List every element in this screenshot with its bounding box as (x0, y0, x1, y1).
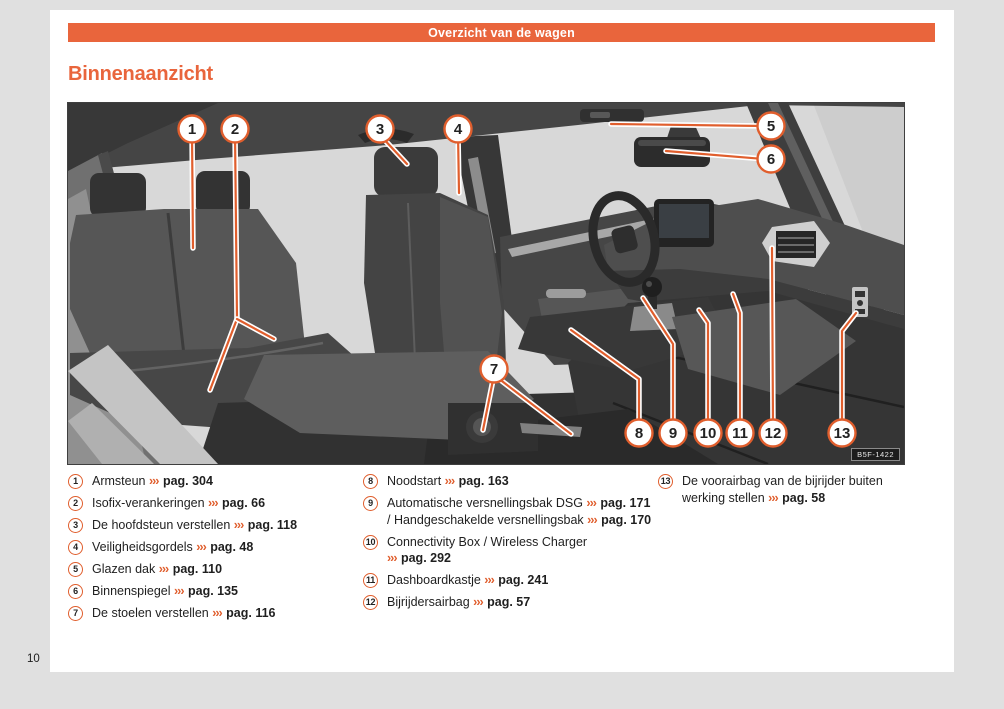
legend-item (68, 605, 363, 622)
legend-item-number: 3 (68, 518, 83, 533)
legend-item-text (92, 583, 363, 600)
callout-leader-line (733, 294, 740, 425)
legend-item-text (92, 517, 363, 534)
callout-leader-casing (643, 298, 673, 425)
ref-arrow-icon: ››› (212, 606, 222, 620)
page-reference-group (586, 496, 650, 510)
legend-item-text (92, 539, 363, 556)
legend-item-number: 6 (68, 584, 83, 599)
callout-number: 13 (833, 425, 851, 442)
document-page (50, 10, 954, 672)
callout-leader-line (571, 330, 639, 425)
page-reference-group (174, 584, 238, 598)
legend-item (363, 594, 658, 611)
page-reference: pag. 163 (455, 474, 509, 488)
callout-number: 3 (375, 121, 385, 138)
legend-label: Glazen dak (92, 562, 159, 576)
legend-item-number: 10 (363, 535, 378, 550)
legend-label: De stoelen verstellen (92, 606, 213, 620)
callout-number: 12 (764, 425, 782, 442)
ref-arrow-icon: ››› (148, 474, 159, 488)
page-reference: pag. 292 (397, 551, 451, 565)
page-number: 10 (27, 653, 40, 665)
page-reference-group (768, 491, 825, 505)
legend-item (658, 473, 935, 506)
legend-item-number: 13 (658, 474, 673, 489)
callout-leader-line (494, 375, 571, 434)
callout-leader-line (237, 319, 274, 339)
ref-arrow-icon: ››› (473, 595, 483, 609)
callout-number: 5 (766, 118, 776, 135)
legend-label: Noodstart (387, 474, 445, 488)
page-reference-group (587, 513, 651, 527)
page-reference-group (473, 595, 530, 609)
figure-code: B5F-1422 (851, 448, 900, 461)
callout-leader-casing (699, 310, 708, 425)
legend-item (68, 539, 363, 556)
callout-leader-line (772, 248, 773, 425)
callout-number: 10 (699, 425, 717, 442)
page-reference-group (208, 496, 265, 510)
page-reference: pag. 110 (169, 562, 223, 576)
page-reference-group (387, 551, 451, 565)
page-reference: pag. 116 (222, 606, 276, 620)
legend-label: Veiligheidsgordels (92, 540, 197, 554)
callout-leader-line (192, 133, 193, 248)
page-reference-group (149, 474, 213, 488)
callout-number: 6 (766, 151, 776, 168)
callout-number: 4 (453, 121, 463, 138)
callout-number: 7 (489, 361, 499, 378)
page-reference: pag. 58 (778, 490, 826, 505)
legend-label: Bijrijdersairbag (387, 595, 474, 609)
legend (68, 473, 935, 627)
legend-item-number: 4 (68, 540, 83, 555)
ref-arrow-icon: ››› (208, 496, 218, 510)
ref-arrow-icon: ››› (233, 518, 244, 532)
legend-label: / Handgeschakelde versnellingsbak (387, 512, 588, 527)
legend-item-text (92, 561, 363, 578)
legend-label: Dashboardkastje (387, 573, 485, 587)
legend-item (68, 495, 363, 512)
legend-item-text (387, 473, 658, 490)
ref-arrow-icon: ››› (174, 584, 184, 598)
legend-item (363, 495, 658, 528)
legend-column-3 (658, 473, 935, 627)
legend-item-text (387, 534, 658, 567)
ref-arrow-icon: ››› (587, 512, 597, 527)
legend-column-1 (68, 473, 363, 627)
callout-number: 1 (187, 121, 197, 138)
legend-label: De hoofdsteun verstellen (92, 518, 234, 532)
callout-leader-line (666, 151, 764, 159)
page-reference: pag. 171 (596, 496, 651, 510)
page-reference: pag. 170 (597, 512, 652, 527)
callout-number: 9 (668, 425, 678, 442)
legend-item-number: 11 (363, 573, 378, 588)
ref-arrow-icon: ››› (586, 496, 596, 510)
legend-label: Connectivity Box / Wireless Charger (387, 534, 588, 549)
legend-label: Isofix-verankeringen (92, 496, 209, 510)
page-reference: pag. 48 (206, 540, 254, 554)
legend-label: Binnenspiegel (92, 584, 175, 598)
legend-item-number: 2 (68, 496, 83, 511)
callout-number: 2 (230, 121, 240, 138)
legend-item-text (387, 594, 658, 611)
page-reference-group (159, 562, 222, 576)
legend-item-number: 12 (363, 595, 378, 610)
legend-label: De voorairbag van de bijrijder buiten werking stellen (682, 474, 883, 505)
ref-arrow-icon: ››› (158, 562, 169, 576)
ref-arrow-icon: ››› (387, 551, 397, 565)
legend-item (68, 517, 363, 534)
interior-figure (67, 102, 905, 465)
legend-item (363, 534, 658, 567)
legend-item (363, 473, 658, 490)
legend-item-number: 8 (363, 474, 378, 489)
legend-item-number: 7 (68, 606, 83, 621)
legend-item-text (92, 473, 363, 490)
callout-number: 8 (634, 425, 644, 442)
legend-item-text (92, 605, 363, 622)
page-reference: pag. 66 (218, 496, 266, 510)
page-reference: pag. 135 (184, 584, 239, 598)
page-reference: pag. 241 (494, 573, 549, 587)
callout-number: 11 (732, 425, 748, 442)
page-reference-group (445, 474, 509, 488)
page-reference: pag. 118 (244, 518, 298, 532)
callout-layer (68, 103, 904, 464)
section-banner: Overzicht van de wagen (68, 23, 935, 42)
legend-item (68, 583, 363, 600)
legend-item-number: 1 (68, 474, 83, 489)
ref-arrow-icon: ››› (444, 474, 455, 488)
legend-column-2 (363, 473, 658, 627)
legend-item-number: 5 (68, 562, 83, 577)
ref-arrow-icon: ››› (484, 573, 494, 587)
ref-arrow-icon: ››› (196, 540, 206, 554)
legend-label: Automatische versnellingsbak DSG (387, 496, 587, 510)
callout-leader-casing (571, 330, 639, 425)
page-title: Binnenaanzicht (68, 63, 213, 85)
page-reference: pag. 57 (483, 595, 531, 609)
page-reference: pag. 304 (159, 474, 213, 488)
legend-item-text (92, 495, 363, 512)
legend-item-number: 9 (363, 496, 378, 511)
legend-item-text (387, 495, 658, 528)
legend-item (68, 561, 363, 578)
ref-arrow-icon: ››› (768, 490, 778, 505)
page-reference-group (484, 573, 548, 587)
page-reference-group (212, 606, 275, 620)
legend-label: Armsteun (92, 474, 149, 488)
legend-item-text (682, 473, 935, 506)
legend-item (68, 473, 363, 490)
page-reference-group (234, 518, 297, 532)
legend-item-text (387, 572, 658, 589)
page-reference-group (196, 540, 253, 554)
legend-item (363, 572, 658, 589)
